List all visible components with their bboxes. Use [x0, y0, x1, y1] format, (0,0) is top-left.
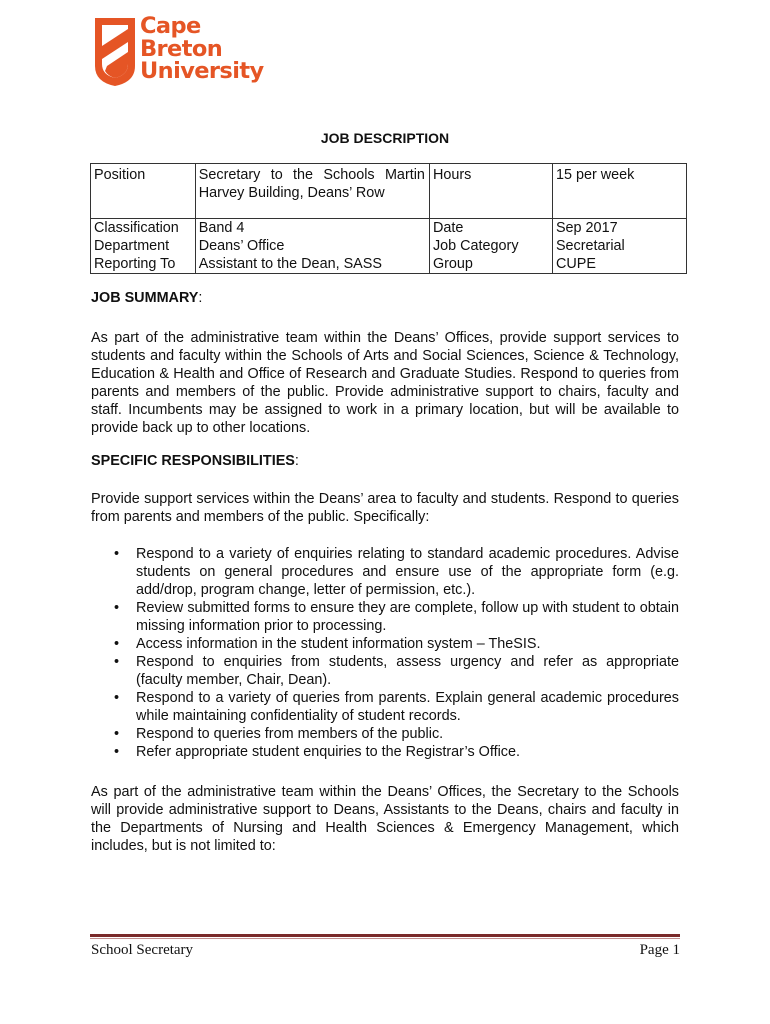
- table-cell: Secretary to the Schools Martin Harvey Building, Deans’ Row: [195, 164, 429, 219]
- heading-text: SPECIFIC RESPONSIBILITIES: [91, 453, 295, 469]
- footer-divider: [90, 934, 680, 937]
- responsibilities-intro: Provide support services within the Deans’ area to faculty and students. Respond to queries from parents and members of the public. Specifically:: [91, 491, 679, 525]
- list-item: • Respond to a variety of queries from parents. Explain general academic procedures while maintaining confidentiality of student records.: [91, 689, 679, 725]
- list-item: • Respond to queries from members of the public.: [91, 725, 679, 743]
- logo-wordmark: [140, 15, 264, 83]
- table-cell: Band 4: [195, 219, 429, 238]
- table-cell: Secretarial: [552, 237, 686, 255]
- shield-icon: [95, 18, 135, 86]
- table-cell: Job Category: [429, 237, 552, 255]
- table-cell: Position: [91, 164, 196, 219]
- responsibilities-heading: [91, 453, 299, 469]
- footer-page-number: Page 1: [639, 942, 680, 958]
- list-item: • Access information in the student information system – TheSIS.: [91, 635, 679, 653]
- table-cell: Sep 2017: [552, 219, 686, 238]
- table-row: [91, 219, 687, 238]
- job-summary-text: As part of the administrative team within the Deans’ Offices, provide support services to students and faculty within the Schools of Arts and Social Sciences, Science & Technology, Education & Health and Office of Research and Graduate Studies. Respond to queries from parents and members of the public. Provide administrative support to chairs, faculty and staff. Incumbents may be assigned to work in a primary location, but will be available to provide back up to other locations.: [91, 330, 679, 436]
- table-cell: CUPE: [552, 255, 686, 274]
- table-row: [91, 255, 687, 274]
- logo-line-2: Breton: [140, 35, 223, 62]
- heading-text: JOB SUMMARY: [91, 290, 199, 306]
- table-cell: Reporting To: [91, 255, 196, 274]
- table-cell: 15 per week: [552, 164, 686, 219]
- closing-paragraph: As part of the administrative team within the Deans’ Offices, the Secretary to the Schools will provide administrative support to Deans, Assistants to the Deans, chairs and faculty in the Departments of Nursing and Health Sciences & Emergency Management, which includes, but is not limited to:: [91, 784, 679, 854]
- table-cell: Assistant to the Dean, SASS: [195, 255, 429, 274]
- table-cell: Department: [91, 237, 196, 255]
- heading-colon: :: [198, 290, 203, 306]
- table-cell: Date: [429, 219, 552, 238]
- heading-colon: :: [294, 453, 299, 469]
- footer-document-name: School Secretary: [91, 942, 194, 958]
- list-item: • Refer appropriate student enquiries to the Registrar’s Office.: [91, 743, 679, 761]
- table-cell: Group: [429, 255, 552, 274]
- logo-line-1: Cape: [140, 13, 201, 39]
- job-summary-heading: [91, 290, 202, 306]
- list-item: • Respond to a variety of enquiries relating to standard academic procedures. Advise students on general procedures and ensure use of the appropriate form (e.g. add/drop, program change, letter of permission, etc.).: [91, 545, 679, 599]
- table-cell: Hours: [429, 164, 552, 219]
- list-item: • Review submitted forms to ensure they are complete, follow up with student to obtain missing information prior to processing.: [91, 599, 679, 635]
- table-cell: Classification: [91, 219, 196, 238]
- document-title: JOB DESCRIPTION: [320, 130, 450, 146]
- job-info-table: [90, 163, 687, 274]
- responsibilities-list: [91, 545, 679, 761]
- table-row: [91, 237, 687, 255]
- table-cell: Deans’ Office: [195, 237, 429, 255]
- logo-line-3: University: [140, 58, 264, 84]
- footer-divider-thin: [90, 938, 680, 939]
- list-item: • Respond to enquiries from students, assess urgency and refer as appropriate (faculty member, Chair, Dean).: [91, 653, 679, 689]
- table-row: [91, 164, 687, 219]
